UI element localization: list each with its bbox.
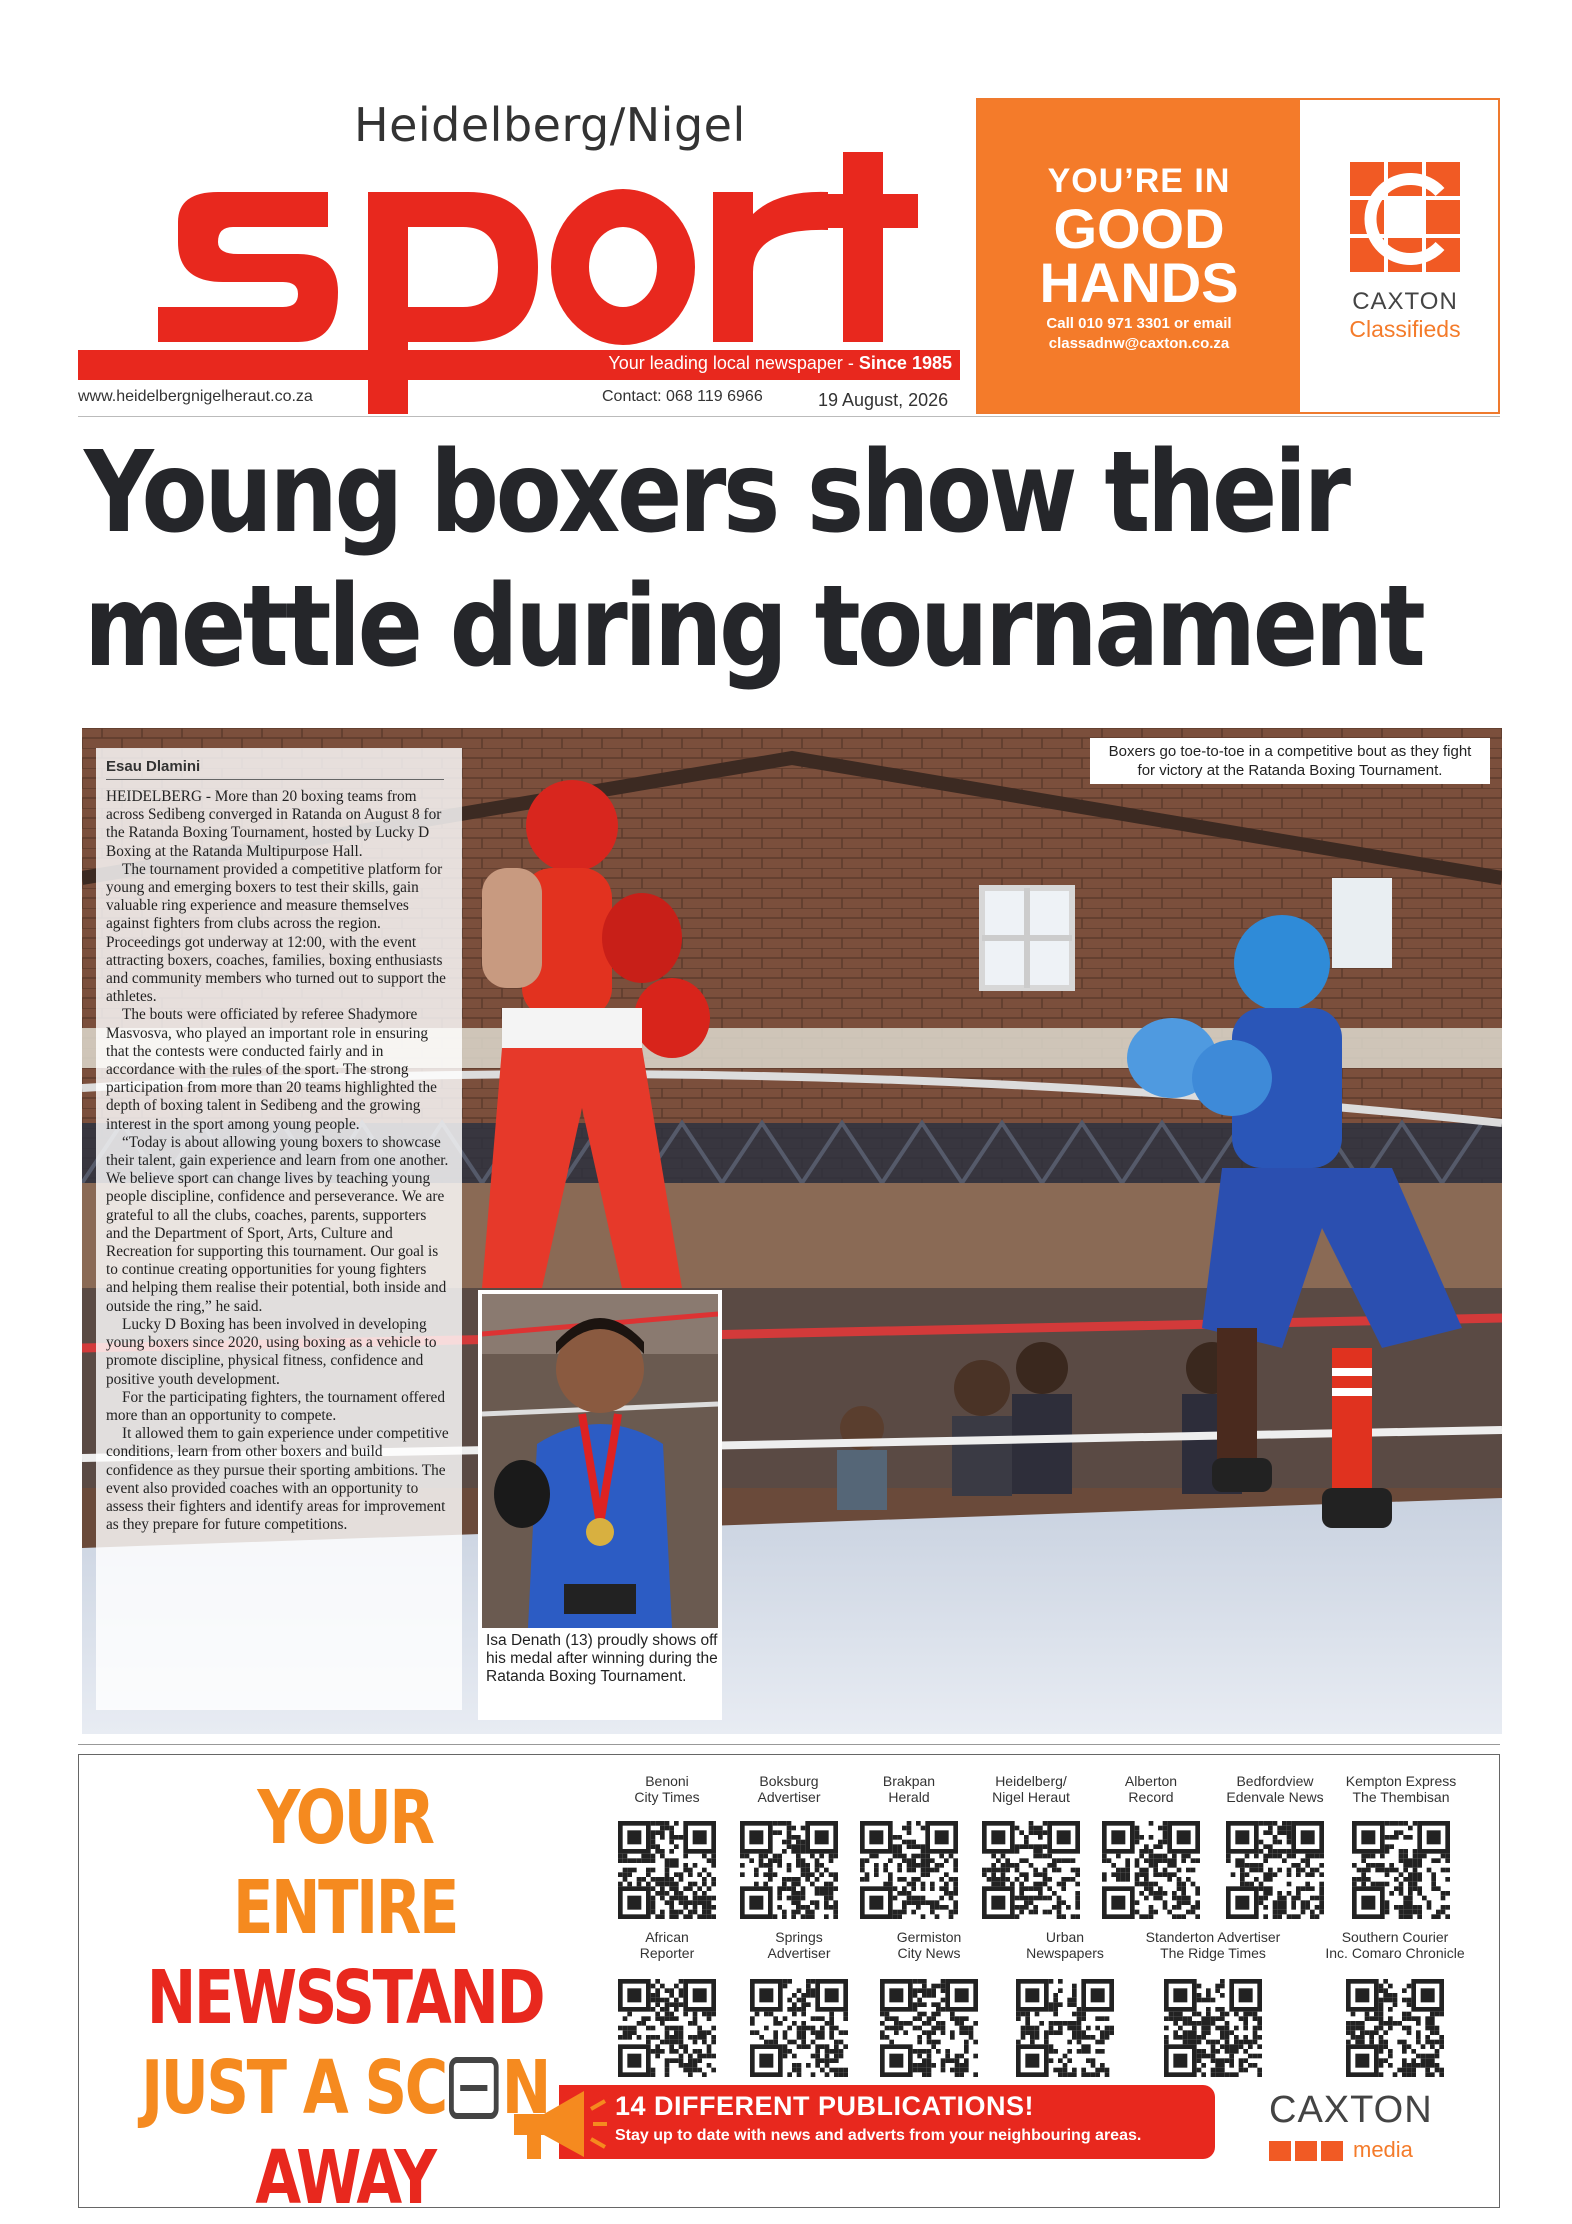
newsstand-slogan [137, 1773, 553, 2223]
publication-name-line1: Kempton Express [1345, 1773, 1457, 1789]
inset-photo-caption: Isa Denath (13) proudly shows off his medal after winning during the Ratanda Boxing Tournament. [486, 1632, 718, 1685]
publication-name-line1: Springs [775, 1929, 823, 1945]
publication-label [592, 1929, 742, 1961]
masthead [78, 92, 958, 422]
main-photo-caption: Boxers go toe-to-toe in a competitive bout as they fight for victory at the Ratanda Boxing Tournament. [1090, 738, 1490, 784]
qr-code-icon[interactable] [880, 1979, 978, 2077]
caxton-grid-icon [1340, 162, 1470, 282]
qr-code-icon[interactable] [1016, 1979, 1114, 2077]
publication-name-line2: The Thembisan [1352, 1789, 1450, 1805]
bottom-divider [78, 1744, 1500, 1745]
issue-date: 19 August, 2026 [818, 390, 949, 410]
byline: Esau Dlamini [106, 758, 444, 780]
qr-code-icon[interactable] [1226, 1821, 1324, 1919]
slogan-line2: NEWSSTAND [146, 1955, 544, 2041]
publication-name-line1: Urban [1045, 1929, 1085, 1945]
ad-line2 [978, 197, 1300, 314]
article-paragraph: For the participating fighters, the tournament offered more than an opportunity to compete. [106, 1388, 445, 1424]
article-paragraph: “Today is about allowing young boxers to showcase their talent, gain experience and learn from one another. We believe sport can change lives by teaching young people discipline, confidence and perseverance. We are grateful to all the clubs, coaches, parents, supporters and the Department of Sport, Arts, Culture and Recreation for supporting this tournament. Our goal is to continue creating opportunities for young fighters and helping them realise their potential, both inside and outside the ring,” he said. [106, 1133, 449, 1315]
ad-line1: YOU’RE IN [1047, 162, 1231, 200]
publication-name-line1: Boksburg [759, 1773, 819, 1789]
paper-name: Heidelberg/Nigel [354, 98, 746, 152]
publication-name-line2: Newspapers [1026, 1945, 1104, 1961]
publication-name-line2: Advertiser [767, 1945, 831, 1961]
publication-label [1320, 1929, 1470, 1961]
article-paragraph: The bouts were officiated by referee Shadymore Masvosva, who played an important role in ensuring that the contests were conducted fairly and in accordance with the rules of the sport. The strong participation from more than 20 teams highlighted the depth of boxing talent in Sedibeng and the growing interest in the sport among young people. [106, 1006, 437, 1133]
publication-name-line1: Benoni [645, 1773, 689, 1789]
qr-code-icon[interactable] [860, 1821, 958, 1919]
headline-line2: mettle during tournament [84, 562, 1423, 692]
article-body [96, 748, 462, 1710]
publication-name-line2: Advertiser [757, 1789, 821, 1805]
publication-label [854, 1929, 1004, 1961]
ad-contact [978, 314, 1300, 354]
banner-title: 14 DIFFERENT PUBLICATIONS! [615, 2091, 1035, 2121]
qr-code-icon[interactable] [1352, 1821, 1450, 1919]
article-paragraph: Lucky D Boxing has been involved in developing young boxers since 2020, using boxing as a vehicle to promote discipline, physical fitness, confidence and positive youth development. [106, 1315, 437, 1388]
qr-code-icon[interactable] [618, 1821, 716, 1919]
publication-label [990, 1929, 1140, 1961]
publication-name-line1: Heidelberg/ [995, 1773, 1067, 1789]
slogan-line1: YOUR ENTIRE [232, 1775, 458, 1951]
publication-label [1326, 1773, 1476, 1805]
qr-code-icon[interactable] [1346, 1979, 1444, 2077]
publication-name-line2: City News [897, 1945, 961, 1961]
caxton-media-logo [1269, 2089, 1469, 2162]
publication-name-line1: Standerton Advertiser [1145, 1929, 1281, 1945]
publication-name-line2: Herald [888, 1789, 930, 1805]
caxton-media-blocks-icon [1269, 2141, 1349, 2163]
caxton-word: CAXTON [1352, 288, 1458, 315]
slogan-line3-b: N [501, 2045, 549, 2131]
article-paragraph: The tournament provided a competitive platform for young and emerging boxers to test their skills, gain valuable ring experience and measure themselves against fighters from clubs across the region. Proceedings got underway at 12:00, with the event attracting boxers, coaches, families, boxing enthusiasts and community members who turned out to support the athletes. [106, 860, 446, 1006]
slogan-line3 [137, 2043, 553, 2133]
publication-name-line2: City Times [634, 1789, 700, 1805]
publication-name-line2: Edenvale News [1226, 1789, 1324, 1805]
classifieds-ad[interactable] [976, 98, 1500, 414]
tagline-since: Since 1985 [858, 353, 952, 373]
qr-code-icon[interactable] [750, 1979, 848, 2077]
qr-code-icon[interactable] [1102, 1821, 1200, 1919]
publication-name-line1: Bedfordview [1236, 1773, 1314, 1789]
publications-banner [499, 2079, 1215, 2165]
tagline [608, 353, 952, 374]
article-paragraph: It allowed them to gain experience under competitive conditions, learn from other boxers and build confidence as they pursue their sporting ambitions. The event also provided coaches with an opportunity to assess their fighters and identify areas for improvement as they prepare for future competitions. [106, 1425, 449, 1534]
ad-line3-text: HANDS [1039, 251, 1239, 314]
publication-name-line2: Reporter [639, 1945, 695, 1961]
caxton-classifieds-logo [1340, 162, 1470, 372]
tagline-text: Your leading local newspaper - [608, 353, 859, 373]
qr-code-icon[interactable] [740, 1821, 838, 1919]
publication-name-line1: Germiston [896, 1929, 962, 1945]
megaphone-icon [499, 2079, 609, 2169]
publication-name-line2: Nigel Heraut [992, 1789, 1070, 1805]
scan-icon [449, 2057, 499, 2119]
ad-contact-email[interactable]: classadnw@caxton.co.za [1048, 335, 1230, 352]
ad-contact-line1: Call 010 971 3301 or email [1046, 315, 1232, 332]
masthead-divider [78, 416, 1500, 417]
caxton-media-word: CAXTON [1269, 2089, 1433, 2131]
publication-name-line1: Alberton [1124, 1773, 1178, 1789]
caxton-newsstand-ad[interactable] [78, 1754, 1500, 2221]
ad-orange-panel [978, 100, 1300, 412]
contact-number: Contact: 068 119 6966 [602, 388, 763, 405]
ad-line2-text: GOOD [1053, 197, 1225, 260]
banner-subtitle: Stay up to date with news and adverts from your neighbouring areas. [615, 2127, 1142, 2144]
inset-photo [478, 1290, 722, 1720]
publication-label [724, 1929, 874, 1961]
headline-line1: Young boxers show their [84, 428, 1348, 558]
publication-name-line1: Southern Courier [1341, 1929, 1449, 1945]
publication-label [1138, 1929, 1288, 1961]
publication-name-line2: Inc. Comaro Chronicle [1325, 1945, 1465, 1961]
qr-code-icon[interactable] [982, 1821, 1080, 1919]
publication-name-line1: African [645, 1929, 689, 1945]
classifieds-word: Classifieds [1349, 316, 1461, 342]
qr-code-icon[interactable] [618, 1979, 716, 2077]
slogan-line4: AWAY [255, 2135, 435, 2221]
caxton-media-sub: media [1353, 2137, 1413, 2162]
medal-winner-illustration [482, 1294, 718, 1628]
article-paragraph: HEIDELBERG - More than 20 boxing teams from across Sedibeng converged in Ratanda on August 8 for the Ratanda Boxing Tournament, hosted by Lucky D Boxing at the Ratanda Multipurpose Hall. [106, 788, 442, 860]
publication-name-line1: Brakpan [882, 1773, 936, 1789]
publication-name-line2: Record [1128, 1789, 1174, 1805]
headline [84, 426, 1423, 694]
slogan-line3-a: JUST A SC [141, 2045, 446, 2131]
publication-name-line2: The Ridge Times [1160, 1945, 1266, 1961]
website-link[interactable]: www.heidelbergnigelheraut.co.za [78, 388, 313, 405]
qr-code-icon[interactable] [1164, 1979, 1262, 2077]
